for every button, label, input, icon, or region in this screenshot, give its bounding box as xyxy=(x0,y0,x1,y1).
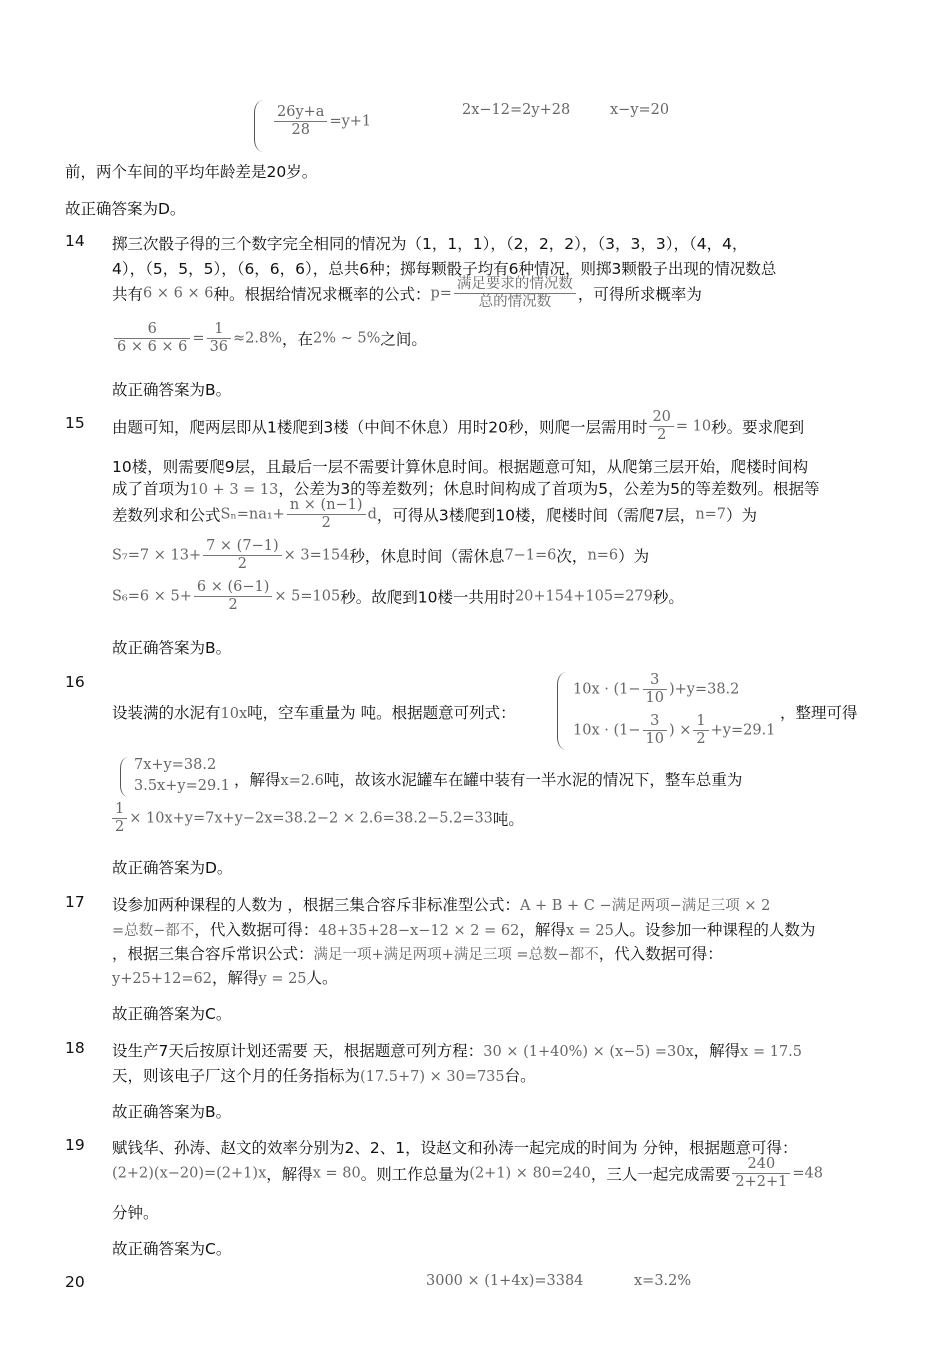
q16-system-eq-2: 10x · (1− $\frac{3}{10}$ ) × $\frac{1}{2}$ +y=29.1 xyxy=(573,713,776,747)
q17-line-3: ，根据三集合容斥常识公式：满足一项+满足两项+满足三项 =总数−都不，代入数据可得： xyxy=(112,945,723,963)
q16-line-1: 设装满的水泥有10x吨，空车重量为 吨。根据题意可列式： xyxy=(112,704,516,722)
question-number-20: 20 xyxy=(65,1273,85,1291)
q14-line-1: 掷三次骰子得的三个数字完全相同的情况为（1，1，1），（2，2，2），（3，3，3），（4，4， xyxy=(112,235,748,253)
q19-answer: 故正确答案为C。 xyxy=(112,1240,232,1258)
sum-formula-fraction: $\frac{n \times (n-1)}{2}$ xyxy=(287,497,366,532)
fraction-denominator: 28 xyxy=(274,121,327,139)
q19-line-3: 分钟。 xyxy=(112,1204,159,1222)
q16-system-brace xyxy=(557,672,566,750)
q19-line-2: (2+2)(x−20)=(2+1)x，解得x = 80。则工作总量为(2+1) × 80=240，三人一起完成需要 $\frac{240}{2+2+1}$ =48 xyxy=(112,1156,823,1190)
probability-fraction: $\frac{6}{6 \times 6 \times 6}$ xyxy=(114,321,190,356)
question-number-17: 17 xyxy=(65,893,85,911)
question-number-15: 15 xyxy=(65,414,85,432)
s6-fraction: $\frac{6 \times (6-1)}{2}$ xyxy=(194,579,273,614)
s7-fraction: $\frac{7 \times (7-1)}{2}$ xyxy=(203,538,282,573)
q15-line-4: 差数列求和公式Sₙ=na₁+ $\frac{n \times (n-1)}{2}$ d，可得从3楼爬到10楼，爬楼时间（需爬7层，n=7）为 xyxy=(112,497,758,531)
q16-answer: 故正确答案为D。 xyxy=(112,859,233,877)
top-equation-brace xyxy=(254,100,263,152)
q18-line-1: 设生产7天后按原计划还需要 天，根据题意可列方程：30 × (1+40%) × (x−5) =30x，解得x = 17.5 xyxy=(112,1042,803,1060)
q19-line-1: 赋钱华、孙涛、赵文的效率分别为2、2、1，设赵文和孙涛一起完成的时间为 分钟，根据题意可得： xyxy=(112,1139,798,1157)
q16-line-1-end: ，整理可得 xyxy=(780,704,858,722)
q18-answer: 故正确答案为B。 xyxy=(112,1103,232,1121)
q15-line-3: 成了首项为10 + 3 = 13，公差为3的等差数列；休息时间构成了首项为5，公差为5的等差数列。根据等 xyxy=(112,480,820,498)
q16-simplified-eq-2: 3.5x+y=29.1 xyxy=(134,778,231,794)
q17-line-4: y+25+12=62，解得y = 25人。 xyxy=(112,969,338,987)
q16-simplified-eq-1: 7x+y=38.2 xyxy=(134,757,217,773)
q15-answer: 故正确答案为B。 xyxy=(112,639,232,657)
q17-line-1: 设参加两种课程的人数为 ，根据三集合容斥非标准型公式：A + B + C −满足两项−满足三项 × 2 xyxy=(112,896,771,914)
probability-formula-fraction: $\frac{\text{满足要求的情况数}}{\text{总的情况数}}$ xyxy=(454,276,576,311)
top-conclusion-text: 前，两个车间的平均年龄差是20岁。 xyxy=(65,163,318,181)
q16-system-eq-1: 10x · (1− $\frac{3}{10}$ )+y=38.2 xyxy=(573,672,740,706)
q18-line-2: 天，则该电子厂这个月的任务指标为(17.5+7) × 30=735台。 xyxy=(112,1067,536,1085)
question-number-19: 19 xyxy=(65,1136,85,1154)
top-equation-middle: 2x−12=2y+28 xyxy=(462,102,571,118)
q15-line-2: 10楼，则需要爬9层，且最后一层不需要计算休息时间。根据题意可知，从爬第三层开始，爬楼时间构 xyxy=(112,458,809,476)
q19-time-fraction: $\frac{240}{2+2+1}$ xyxy=(732,1156,790,1191)
top-equation-fraction xyxy=(272,104,371,139)
question-number-14: 14 xyxy=(65,232,85,250)
probability-result-fraction: $\frac{1}{36}$ xyxy=(207,321,231,356)
q15-time-fraction: $\frac{20}{2}$ xyxy=(649,409,673,444)
q15-line-1: 由题可知，爬两层即从1楼爬到3楼（中间不休息）用时20秒，则爬一层需用时 $\frac{20}{2}$ = 10秒。要求爬到 xyxy=(112,409,805,443)
question-number-16: 16 xyxy=(65,673,85,691)
fraction-numerator: 26y+a xyxy=(277,104,325,120)
half-fraction: $\frac{1}{2}$ xyxy=(112,801,127,836)
q20-equation: 3000 × (1+4x)=3384 xyxy=(426,1273,584,1289)
q20-result: x=3.2% xyxy=(634,1273,692,1289)
q16-line-2: ，解得x=2.6吨，故该水泥罐车在罐中装有一半水泥的情况下，整车总重为 xyxy=(234,771,743,789)
q17-answer: 故正确答案为C。 xyxy=(112,1005,232,1023)
q16-simplified-brace xyxy=(120,757,128,797)
question-number-18: 18 xyxy=(65,1039,85,1057)
q15-line-5: S₇=7 × 13+ $\frac{7 \times (7-1)}{2}$ × 3=154秒，休息时间（需休息7−1=6次，n=6）为 xyxy=(112,538,650,572)
q15-line-6: S₆=6 × 5+ $\frac{6 \times (6-1)}{2}$ × 5=105秒。故爬到10楼一共用时20+154+105=279秒。 xyxy=(112,579,684,613)
q14-line-4: $\frac{6}{6 \times 6 \times 6}$ = $\frac{1}{36}$ ≈2.8%，在2% ∼ 5%之间。 xyxy=(112,321,427,356)
q17-line-2: =总数−都不，代入数据可得：48+35+28−x−12 × 2 = 62，解得x = 25人。设参加一种课程的人数为 xyxy=(112,921,816,939)
top-answer: 故正确答案为D。 xyxy=(65,200,186,218)
q14-line-3: 共有6 × 6 × 6种。根据给情况求概率的公式：p= $\frac{\text{满足要求的情况数}}{\text{总的情况数}}$ ，可得所求概率为 xyxy=(112,276,702,310)
q16-line-3: $\frac{1}{2}$ × 10x+y=7x+y−2x=38.2−2 × 2.6=38.2−5.2=33吨。 xyxy=(110,801,524,836)
top-equation-right: x−y=20 xyxy=(610,102,670,118)
fraction-rhs: =y+1 xyxy=(329,113,372,130)
q14-answer: 故正确答案为B。 xyxy=(112,381,232,399)
q14-line-2: 4），（5，5，5），（6，6，6），总共6种；掷每颗骰子均有6种情况，则掷3颗骰子出现的情况数总 xyxy=(112,260,777,278)
